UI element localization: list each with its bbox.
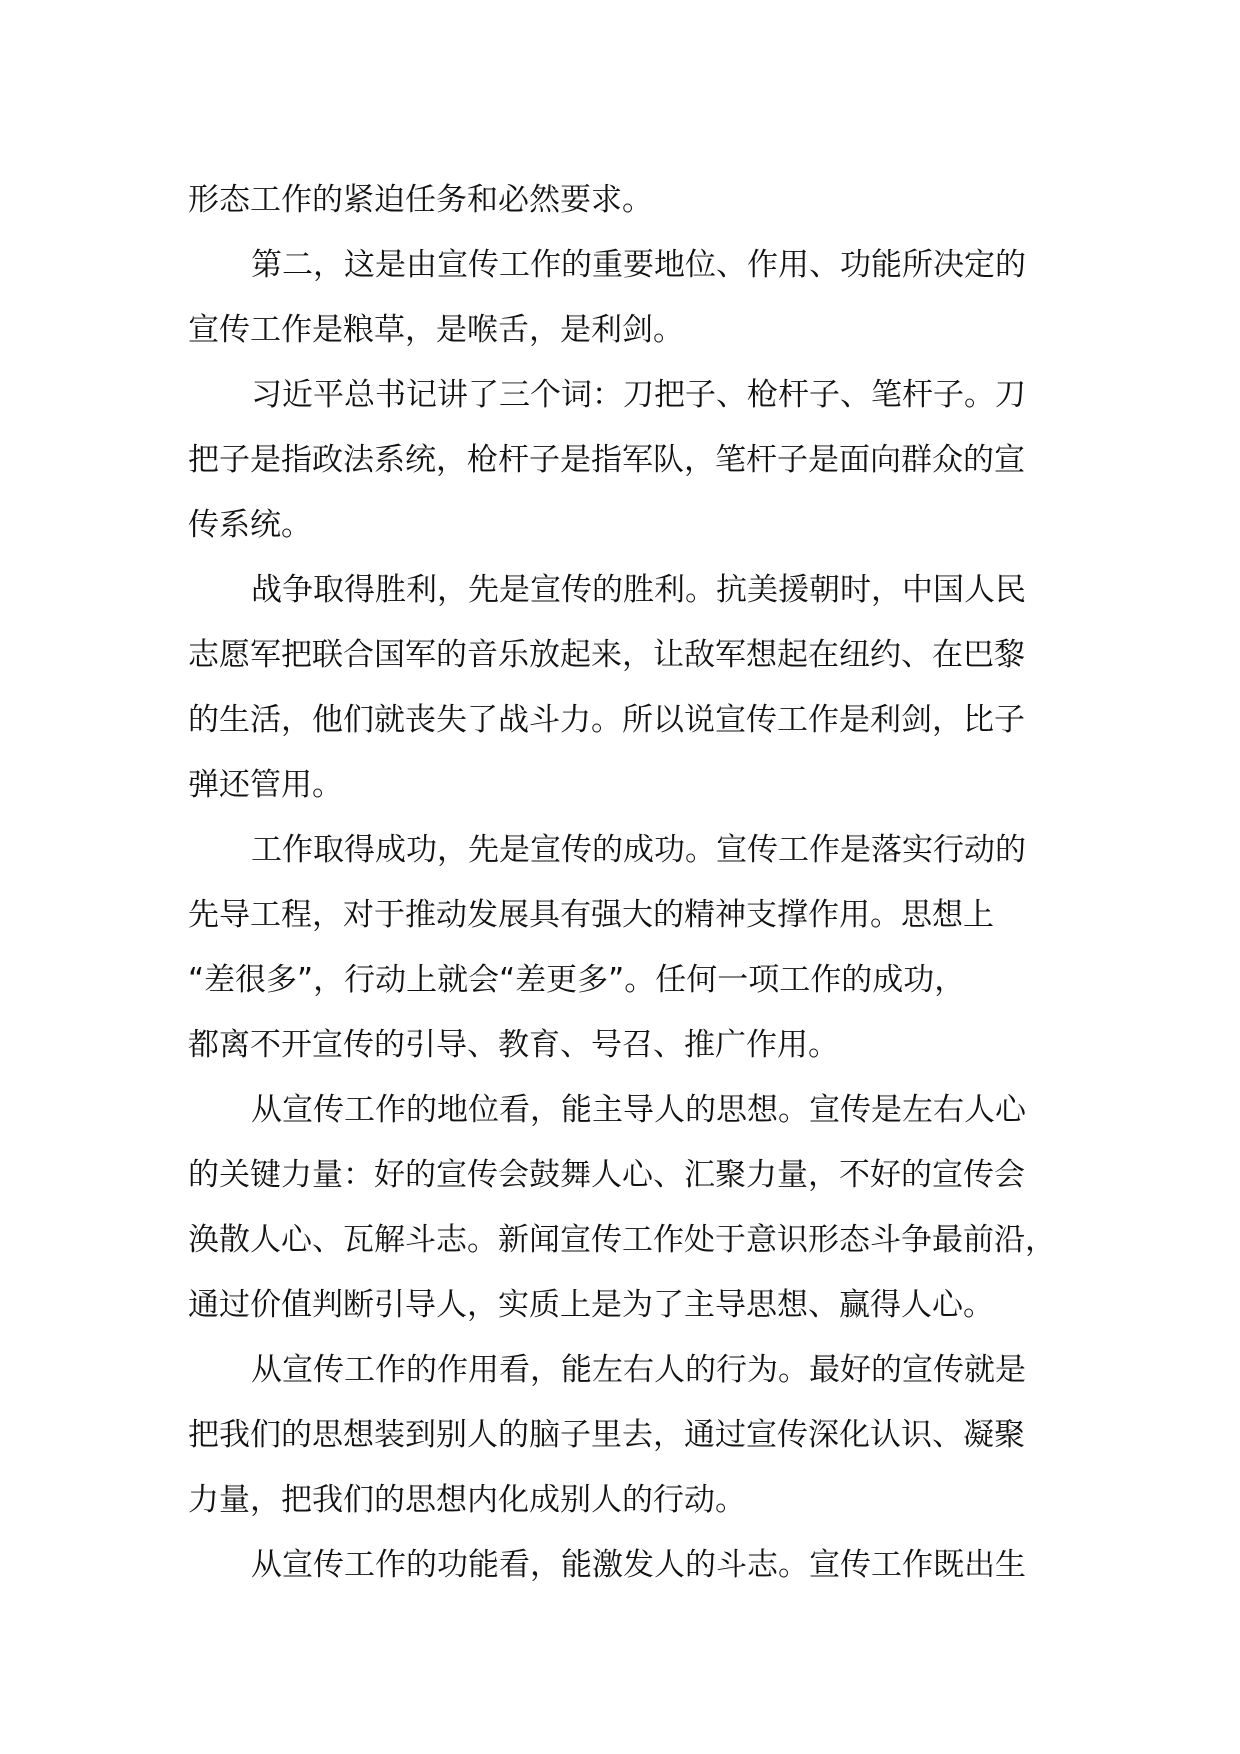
text-line: 从宣传工作的地位看，能主导人的思想。宣传是左右人心 — [251, 1092, 1026, 1128]
text-line: “差很多”，行动上就会“差更多”。任何一项工作的成功， — [188, 962, 966, 998]
text-line: 通过价值判断引导人，实质上是为了主导思想、赢得人心。 — [188, 1287, 994, 1323]
text-line: 工作取得成功，先是宣传的成功。宣传工作是落实行动的 — [251, 832, 1026, 868]
text-line: 战争取得胜利，先是宣传的胜利。抗美援朝时，中国人民 — [251, 572, 1026, 608]
text-line: 先导工程，对于推动发展具有强大的精神支撑作用。思想上 — [188, 897, 994, 933]
text-line: 第二，这是由宣传工作的重要地位、作用、功能所决定的 — [251, 247, 1026, 283]
body-text — [188, 168, 1078, 1598]
text-line: 力量，把我们的思想内化成别人的行动。 — [188, 1482, 746, 1518]
text-line: 从宣传工作的功能看，能激发人的斗志。宣传工作既出生 — [251, 1547, 1026, 1583]
text-line: 传系统。 — [188, 507, 312, 543]
text-line: 习近平总书记讲了三个词：刀把子、枪杆子、笔杆子。刀 — [251, 377, 1026, 413]
text-line: 把我们的思想装到别人的脑子里去，通过宣传深化认识、凝聚 — [188, 1417, 1025, 1453]
text-line: 都离不开宣传的引导、教育、号召、推广作用。 — [188, 1027, 839, 1063]
text-line: 从宣传工作的作用看，能左右人的行为。最好的宣传就是 — [251, 1352, 1026, 1388]
text-line: 形态工作的紧迫任务和必然要求。 — [188, 182, 653, 218]
text-line: 涣散人心、瓦解斗志。新闻宣传工作处于意识形态斗争最前沿， — [188, 1222, 1056, 1258]
text-line: 弹还管用。 — [188, 767, 343, 803]
text-line: 志愿军把联合国军的音乐放起来，让敌军想起在纽约、在巴黎 — [188, 637, 1025, 673]
text-line: 的生活，他们就丧失了战斗力。所以说宣传工作是利剑，比子 — [188, 702, 1025, 738]
text-line: 把子是指政法系统，枪杆子是指军队，笔杆子是面向群众的宣 — [188, 442, 1025, 478]
text-line: 宣传工作是粮草，是喉舌，是利剑。 — [188, 312, 684, 348]
text-line: 的关键力量：好的宣传会鼓舞人心、汇聚力量，不好的宣传会 — [188, 1157, 1025, 1193]
